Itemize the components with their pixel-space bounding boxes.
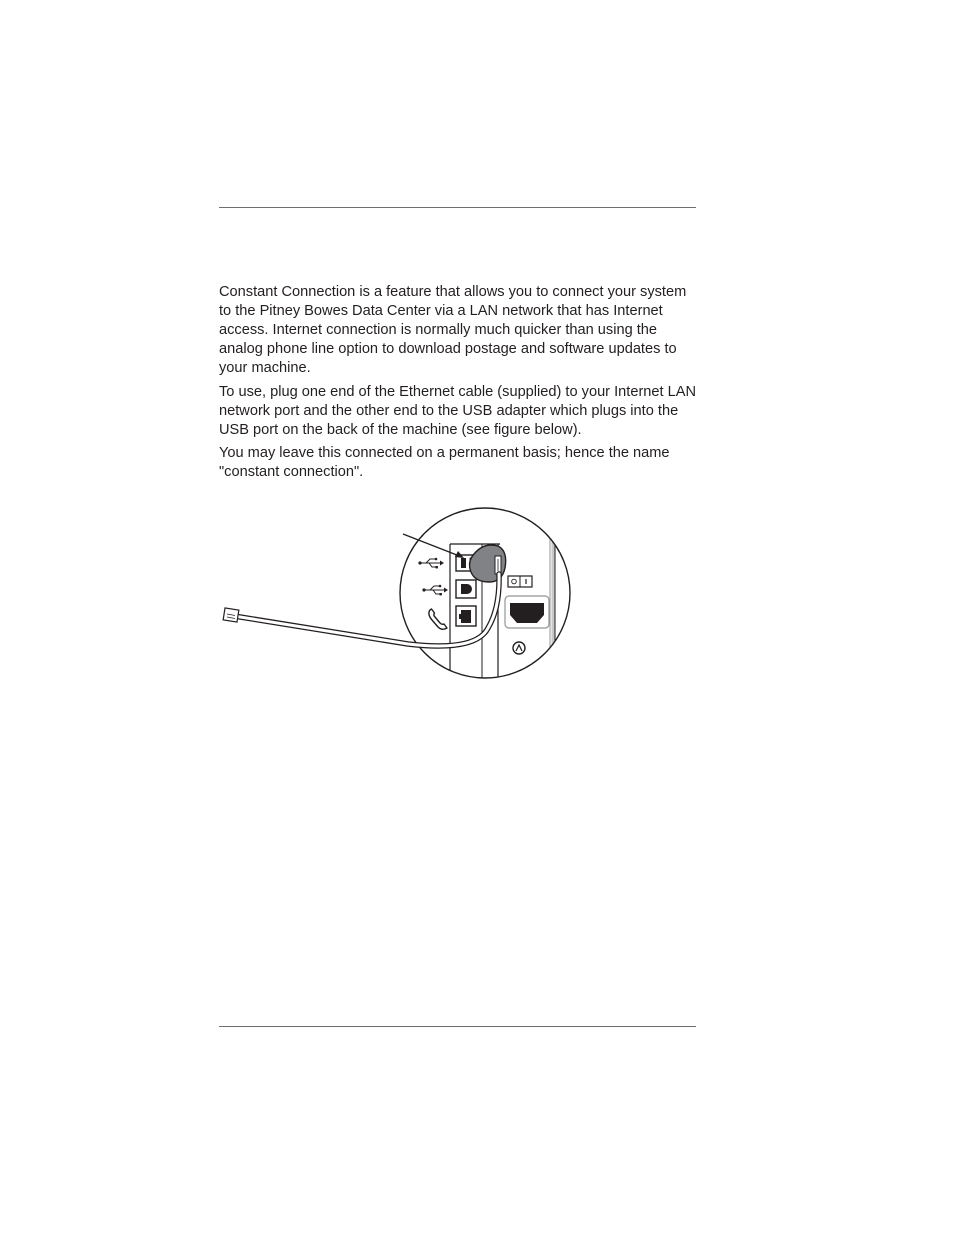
paragraph-intro: Constant Connection is a feature that allows you to connect your system to the Pitney Bowes Data Center via a LAN network that has Internet access. Internet connection is normally much quicker than using the analog phone line option to download postage and software updates to your machine. xyxy=(219,284,687,376)
footer-rule xyxy=(219,1026,696,1027)
header-rule xyxy=(219,207,696,208)
connection-figure xyxy=(218,500,578,682)
paragraph-permanent: You may leave this connected on a permanent basis; hence the name "constant connection". xyxy=(219,445,670,480)
power-switch xyxy=(508,576,532,587)
paragraph-instructions: To use, plug one end of the Ethernet cable (supplied) to your Internet LAN network port and the other end to the USB adapter which plugs into the USB port on the back of the machine (see figure below). xyxy=(219,383,697,438)
phone-port xyxy=(456,606,476,626)
usb-port-middle xyxy=(456,580,476,598)
ethernet-plug xyxy=(223,608,239,622)
power-socket xyxy=(505,596,549,628)
body-text xyxy=(219,283,699,487)
